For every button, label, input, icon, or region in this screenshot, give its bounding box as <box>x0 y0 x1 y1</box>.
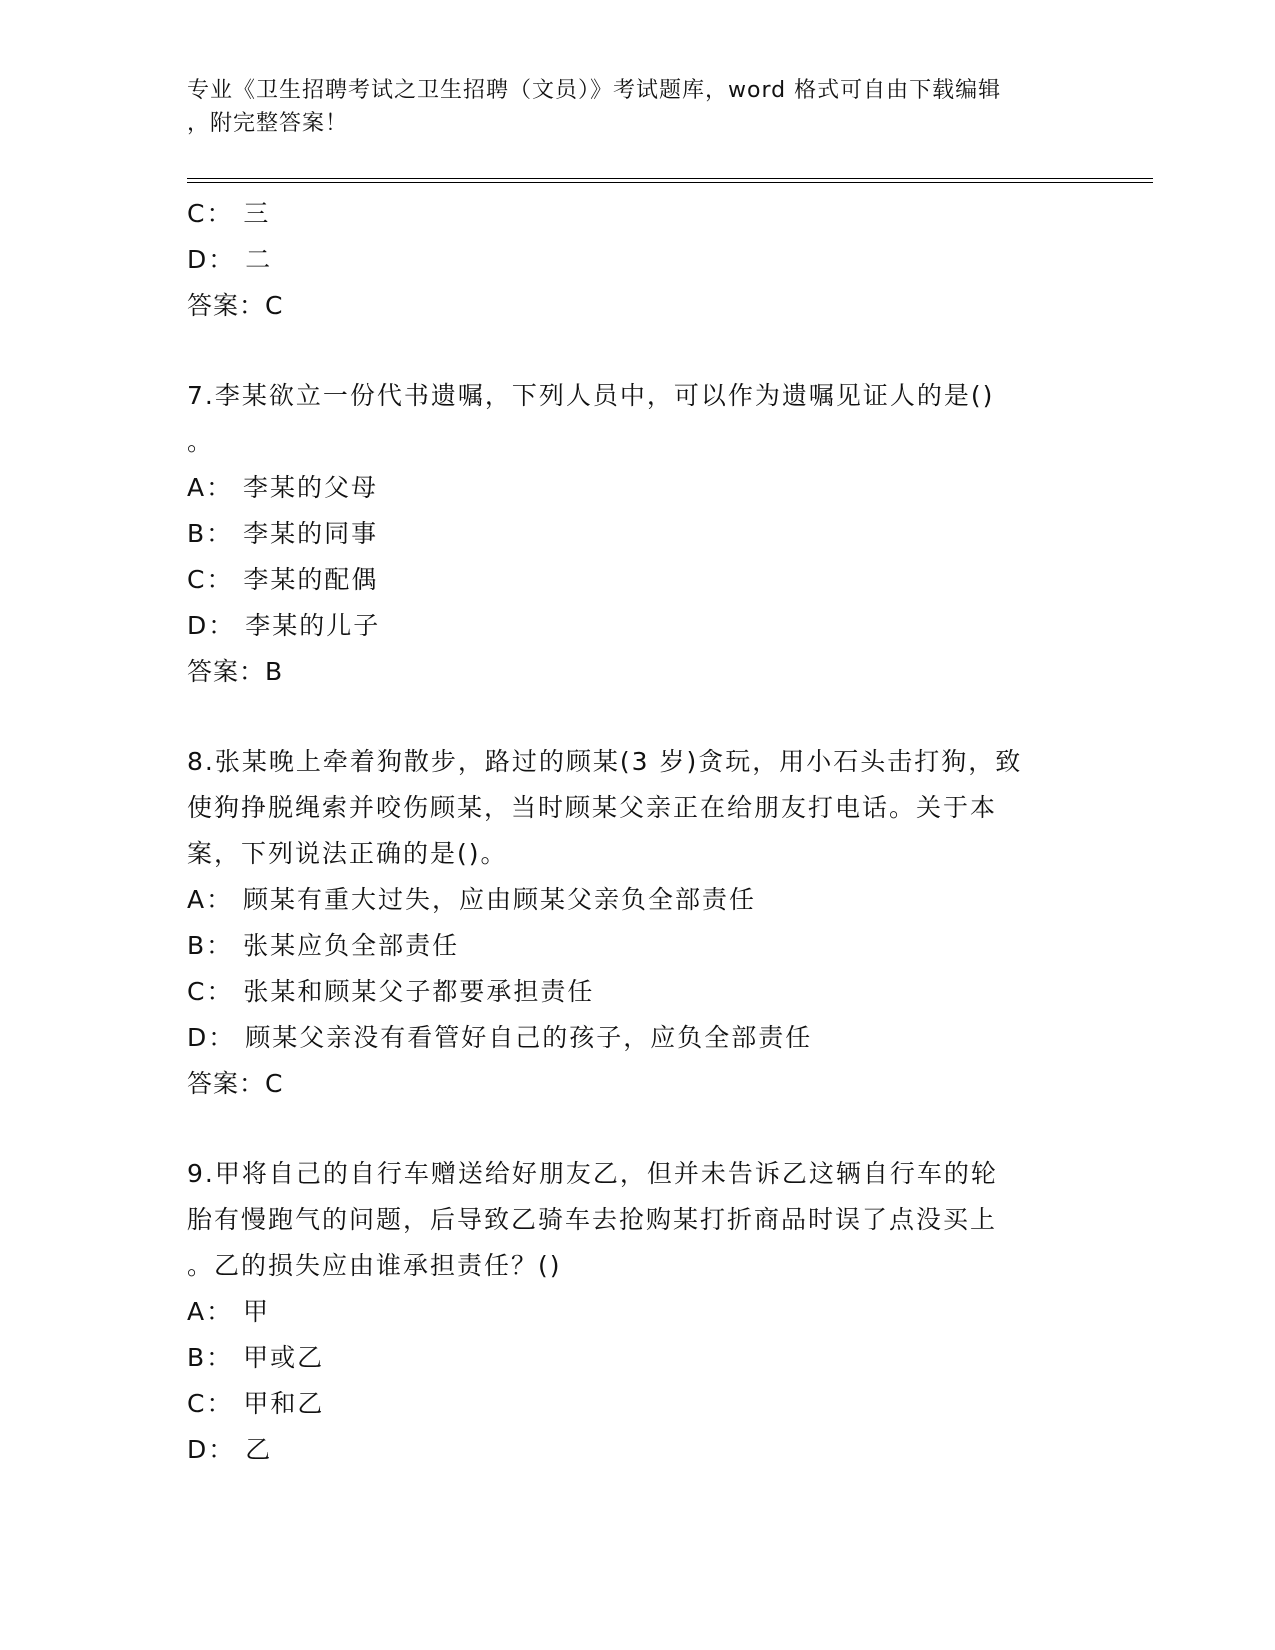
paragraph-gap <box>187 1107 1087 1151</box>
option-line: D： 李某的儿子 <box>187 611 381 640</box>
option-line: C： 甲和乙 <box>187 1389 325 1418</box>
option-line: B： 李某的同事 <box>187 519 379 548</box>
option-line: A： 李某的父母 <box>187 473 379 502</box>
question-line: 。 <box>187 427 215 456</box>
question-line: 。乙的损失应由谁承担责任？() <box>187 1251 562 1280</box>
option-line: D： 二 <box>187 245 273 274</box>
option-line: D： 顾某父亲没有看管好自己的孩子，应负全部责任 <box>187 1023 813 1052</box>
question-line: 9.甲将自己的自行车赠送给好朋友乙，但并未告诉乙这辆自行车的轮 <box>187 1159 998 1188</box>
paragraph-gap <box>187 695 1087 739</box>
paragraph-gap <box>187 329 1087 373</box>
option-line: C： 张某和顾某父子都要承担责任 <box>187 977 595 1006</box>
option-line: A： 甲 <box>187 1297 271 1326</box>
question-line: 8.张某晚上牵着狗散步，路过的顾某(3 岁)贪玩，用小石头击打狗，致 <box>187 747 1023 776</box>
option-line: D： 乙 <box>187 1435 273 1464</box>
option-line: B： 甲或乙 <box>187 1343 325 1372</box>
answer-line: 答案：B <box>187 657 284 686</box>
option-line: C： 三 <box>187 199 271 228</box>
answer-line: 答案：C <box>187 1069 284 1098</box>
answer-line: 答案：C <box>187 291 284 320</box>
header-rule-top <box>187 178 1153 179</box>
question-line: 胎有慢跑气的问题，后导致乙骑车去抢购某打折商品时误了点没买上 <box>187 1205 998 1234</box>
option-line: C： 李某的配偶 <box>187 565 379 594</box>
question-line: 案，下列说法正确的是()。 <box>187 839 508 868</box>
header-rule-bottom <box>187 182 1153 183</box>
document-header: 专业《卫生招聘考试之卫生招聘（文员）》考试题库，word 格式可自由下载编辑 ，附完整答案！ <box>187 78 1002 136</box>
question-line: 7.李某欲立一份代书遗嘱，下列人员中，可以作为遗嘱见证人的是() <box>187 381 995 410</box>
question-list <box>187 191 1087 1473</box>
option-line: A： 顾某有重大过失，应由顾某父亲负全部责任 <box>187 885 757 914</box>
option-line: B： 张某应负全部责任 <box>187 931 460 960</box>
question-line: 使狗挣脱绳索并咬伤顾某，当时顾某父亲正在给朋友打电话。关于本 <box>187 793 998 822</box>
